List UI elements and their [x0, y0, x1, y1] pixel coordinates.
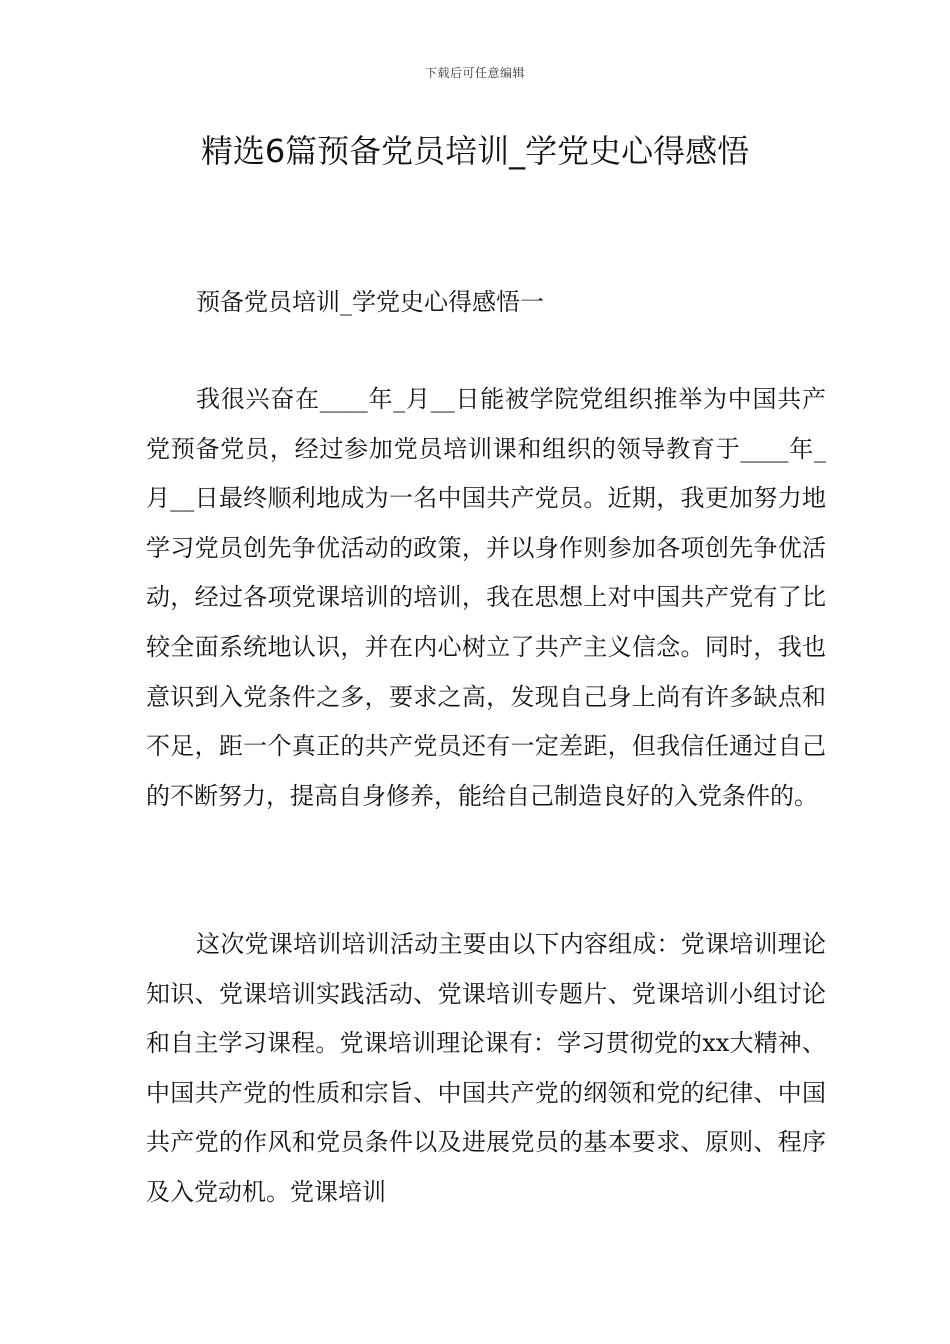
section-title: 预备党员培训_学党史心得感悟一	[196, 288, 544, 316]
download-note: 下载后可任意编辑	[424, 66, 525, 80]
paragraph-2: 这次党课培训培训活动主要由以下内容组成：党课培训理论知识、党课培训实践活动、党课培训专题片、党课培训小组讨论和自主学习课程。党课培训理论课有：学习贯彻党的xx大精神、中国共产党的性质和宗旨、中国共产党的纲领和党的纪律、中国共产党的作风和党员条件以及进展党员的基本要求、原则、程序及入党动机。党课培训	[146, 930, 826, 1206]
paragraph-1: 我很兴奋在____年_月__日能被学院党组织推举为中国共产党预备党员，经过参加党员培训课和组织的领导教育于____年_月__日最终顺利地成为一名中国共产党员。近期，我更加努力地学习党员创先争优活动的政策，并以身作则参加各项创先争优活动，经过各项党课培训的培训，我在思想上对中国共产党有了比较全面系统地认识，并在内心树立了共产主义信念。同时，我也意识到入党条件之多，要求之高，发现自己身上尚有许多缺点和不足，距一个真正的共产党员还有一定差距，但我信任通过自己的不断努力，提高自身修养，能给自己制造良好的入党条件的。	[146, 385, 826, 810]
document-title: 精选6篇预备党员培训_学党史心得感悟	[200, 132, 750, 170]
